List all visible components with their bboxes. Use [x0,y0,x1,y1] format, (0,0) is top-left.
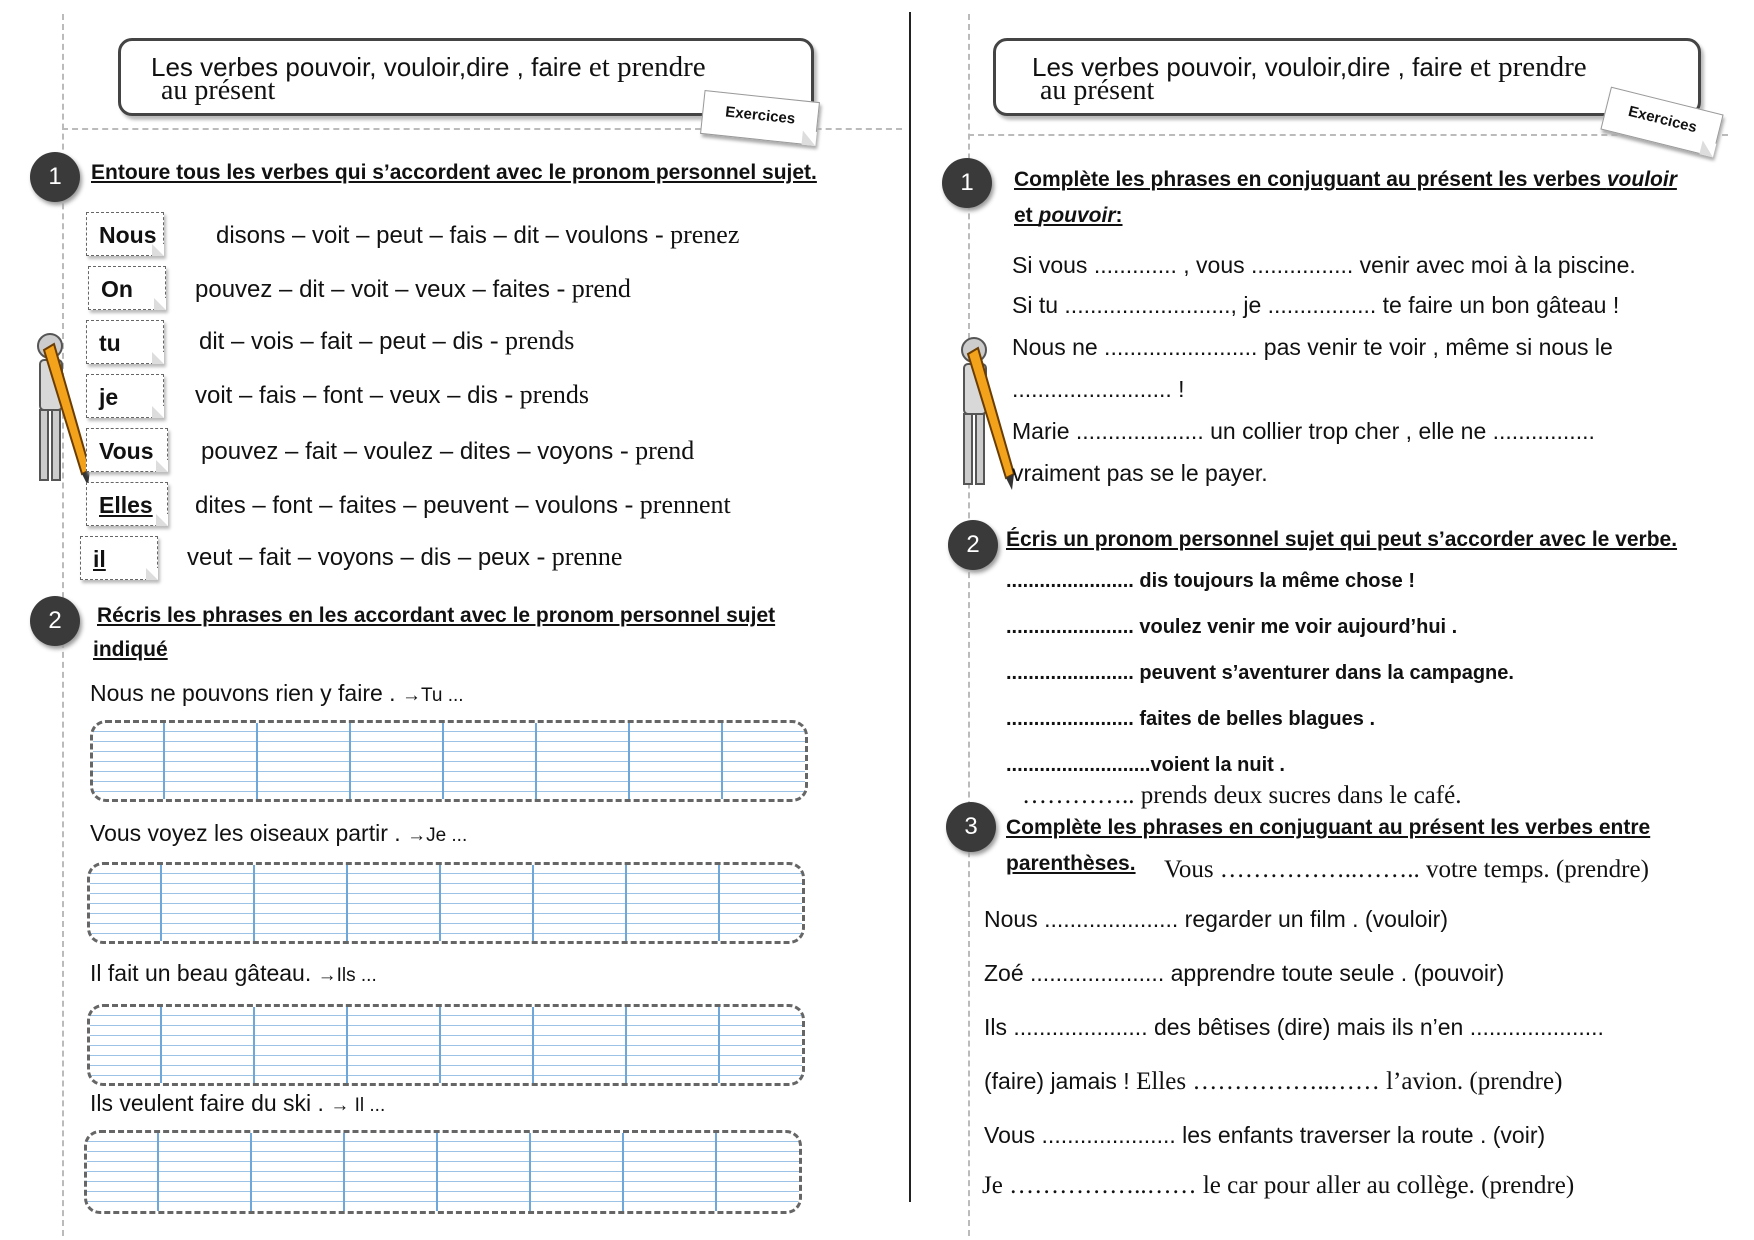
exercise-instruction: Entoure tous les verbes qui s’accordent avec le pronom personnel sujet. [91,161,817,184]
grid-column-line [436,1133,438,1211]
fill-line: ..........................voient la nuit . [1006,754,1285,776]
verb-list: dites – font – faites – peuvent – voulons - prennent [195,490,731,519]
robot-pencil-illustration [22,330,92,490]
exercices-tag: Exercices [1600,87,1723,158]
exercise-number: 3 [946,802,996,852]
ruled-line [93,731,805,732]
title-line2: au présent [161,75,276,106]
ruled-line [93,741,805,742]
exercise-instruction-line1: Récris les phrases en les accordant avec le pronom personnel sujet [97,604,776,627]
verb-list: pouvez – fait – voulez – dites – voyons - prend [201,436,695,465]
verb-list: dit – vois – fait – peut – dis - prends [199,326,575,355]
exercise-instruction-line2: indiqué [93,638,168,661]
grid-column-line [253,865,255,941]
pronoun-card: On [88,266,166,310]
right-title-box [993,38,1701,116]
grid-column-line [718,865,720,941]
fill-line: ....................... faites de belles blagues . [1006,708,1376,730]
right-header-line [968,134,1728,136]
verb-list: disons – voit – peut – fais – dit – voulons - prenez [216,220,740,249]
ruled-line [93,751,805,752]
fill-line: Vous ……………..…….. votre temps. (prendre) [1164,856,1649,883]
grid-column-line [715,1133,717,1211]
ruled-line [87,1141,799,1142]
writing-area[interactable] [87,862,805,944]
grid-column-line [349,723,351,799]
fill-line: Vous ..................... les enfants traverser la route . (voir) [984,1122,1546,1148]
grid-column-line [253,1007,255,1083]
grid-column-line [346,1007,348,1083]
pronoun-card: je [86,374,164,418]
fill-line: (faire) jamais ! Elles ……………..…… l’avion. (prendre) [984,1068,1563,1095]
fill-line: vraiment pas se le payer. [1012,460,1268,486]
grid-column-line [532,865,534,941]
exercise-number: 2 [948,520,998,570]
pronoun-card: tu [86,320,164,364]
fill-line: Nous ..................... regarder un film . (vouloir) [984,906,1448,932]
ruled-line [90,933,802,934]
grid-column-line [625,1007,627,1083]
fill-line: ....................... dis toujours la même chose ! [1006,570,1415,592]
ruled-line [90,923,802,924]
grid-column-line [622,1133,624,1211]
fill-line: Si tu .........................., je ................. te faire un bon gâteau ! [1012,292,1620,318]
grid-column-line [532,1007,534,1083]
writing-area[interactable] [90,720,808,802]
grid-column-line [529,1133,531,1211]
model-sentence: Ils veulent faire du ski . → Il ... [90,1090,386,1116]
title-line2: au présent [1040,75,1155,106]
model-sentence: Vous voyez les oiseaux partir . →Je ... [90,820,468,846]
exercise-instruction: Écris un pronom personnel sujet qui peut s’accorder avec le verbe. [1006,528,1678,551]
ruled-line [93,771,805,772]
grid-column-line [439,1007,441,1083]
ruled-line [93,781,805,782]
fill-line: Nous ne ........................ pas venir te voir , même si nous le [1012,334,1613,360]
pronoun-card: Vous [86,428,168,472]
ruled-line [90,1025,802,1026]
fill-line: Ils ..................... des bêtises (dire) mais ils n’en ..................... [984,1014,1604,1040]
fill-line: ......................... ! [1012,376,1185,402]
exercise-number: 2 [30,596,80,646]
model-sentence: Il fait un beau gâteau. →Ils ... [90,960,377,986]
verb-list: voit – fais – font – veux – dis - prends [195,380,589,409]
page-divider [909,12,911,1202]
pronoun-card: Nous [86,212,164,256]
ruled-line [87,1171,799,1172]
ruled-line [90,1035,802,1036]
ruled-line [90,893,802,894]
exercices-tag: Exercices [700,90,820,146]
pronoun-card: il [80,536,158,580]
exercise-number: 1 [30,152,80,202]
ruled-line [90,913,802,914]
fill-line: ....................... peuvent s’aventurer dans la campagne. [1006,662,1514,684]
writing-area[interactable] [87,1004,805,1086]
exercise-number: 1 [942,158,992,208]
pronoun-card: Elles [86,482,168,526]
grid-column-line [535,723,537,799]
grid-column-line [439,865,441,941]
ruled-line [87,1161,799,1162]
grid-column-line [718,1007,720,1083]
fill-line: Si vous ............. , vous ................ venir avec moi à la piscine. [1012,252,1636,278]
title-line1: Les verbes pouvoir, vouloir,dire , faire [151,52,589,82]
grid-column-line [721,723,723,799]
verb-list: veut – fait – voyons – dis – peux - prenne [187,542,623,571]
grid-column-line [163,723,165,799]
ruled-line [87,1181,799,1182]
grid-column-line [250,1133,252,1211]
ruled-line [93,761,805,762]
grid-column-line [625,865,627,941]
grid-column-line [346,865,348,941]
ruled-line [90,1055,802,1056]
robot-pencil-illustration [946,334,1016,494]
ruled-line [90,1015,802,1016]
grid-column-line [160,865,162,941]
ruled-line [93,791,805,792]
grid-column-line [442,723,444,799]
fill-line: ....................... voulez venir me voir aujourd’hui . [1006,616,1458,638]
exercise-instruction-line2: et pouvoir: [1014,204,1123,227]
fill-line: Je ……………..…… le car pour aller au collège. (prendre) [982,1172,1575,1199]
grid-column-line [157,1133,159,1211]
fill-line: Marie .................... un collier trop cher , elle ne ................ [1012,418,1595,444]
ruled-line [90,1045,802,1046]
title-line1-b: et prendre [588,51,706,83]
grid-column-line [256,723,258,799]
grid-column-line [628,723,630,799]
exercise-instruction-line2: parenthèses. [1006,852,1136,875]
ruled-line [87,1151,799,1152]
ruled-line [90,883,802,884]
ruled-line [90,1075,802,1076]
ruled-line [87,1201,799,1202]
writing-area[interactable] [84,1130,802,1214]
ruled-line [87,1191,799,1192]
exercise-instruction-line1: Complète les phrases en conjuguant au présent les verbes vouloir [1014,168,1677,191]
ruled-line [90,873,802,874]
ruled-line [90,903,802,904]
fill-line: Zoé ..................... apprendre toute seule . (pouvoir) [984,960,1505,986]
grid-column-line [343,1133,345,1211]
grid-column-line [160,1007,162,1083]
ruled-line [90,1065,802,1066]
exercise-instruction-line1: Complète les phrases en conjuguant au présent les verbes entre [1006,816,1651,839]
model-sentence: Nous ne pouvons rien y faire . →Tu ... [90,680,464,706]
fill-line: ………….. prends deux sucres dans le café. [1022,782,1462,809]
title-line1: Les verbes pouvoir, vouloir,dire , faire [1032,52,1470,82]
title-line1-b: et prendre [1469,51,1587,83]
verb-list: pouvez – dit – voit – veux – faites - prend [195,274,631,303]
